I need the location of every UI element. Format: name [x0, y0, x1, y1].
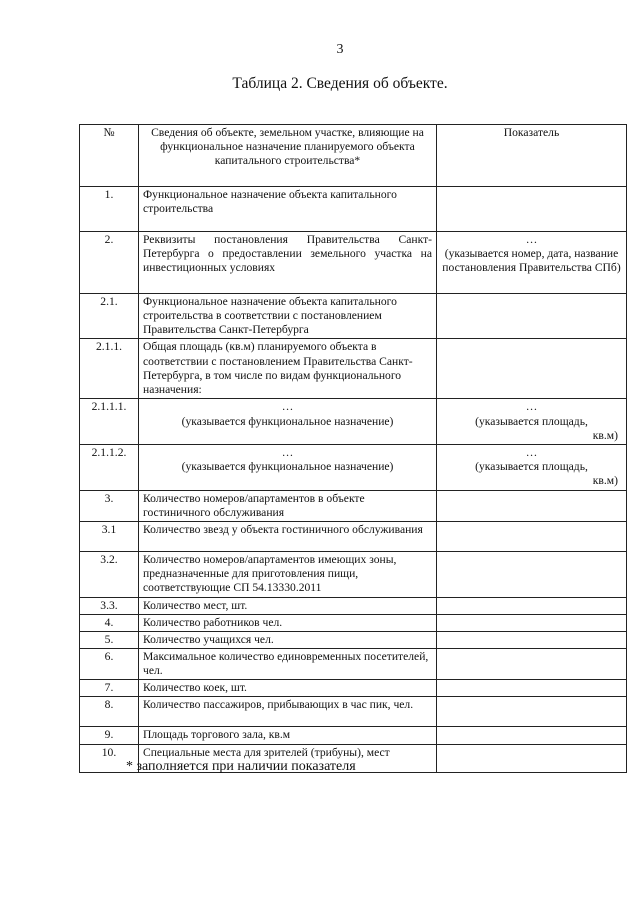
row-info: Количество звезд у объекта гостиничного обслуживания — [139, 522, 437, 552]
header-info: Сведения об объекте, земельном участке, влияющие на функциональное назначение планируемого объекта капитального строительства* — [139, 125, 437, 187]
row-info: Функциональное назначение объекта капитального строительства — [139, 187, 437, 232]
row-number: 6. — [80, 648, 139, 679]
row-number: 3.1 — [80, 522, 139, 552]
row-value — [437, 614, 627, 631]
row-number: 2.1.1.1. — [80, 399, 139, 444]
row-number: 1. — [80, 187, 139, 232]
table-title: Таблица 2. Сведения об объекте. — [232, 75, 448, 92]
value-placeholder-text: (указывается номер, дата, название постановления Правительства СПб) — [442, 247, 621, 275]
table-row — [80, 552, 627, 597]
info-placeholder-dots: … — [281, 400, 294, 414]
table-row — [80, 597, 627, 614]
row-number: 7. — [80, 680, 139, 697]
table-row — [80, 187, 627, 232]
row-value — [437, 697, 627, 727]
table-row — [80, 631, 627, 648]
row-value — [437, 744, 627, 772]
row-info: Количество пассажиров, прибывающих в час пик, чел. — [139, 697, 437, 727]
row-info — [139, 232, 437, 294]
row-value — [437, 597, 627, 614]
row-value — [437, 490, 627, 521]
value-placeholder-unit: кв.м) — [592, 428, 618, 442]
value-placeholder-unit: кв.м) — [592, 474, 618, 488]
row-value — [437, 232, 627, 294]
table-row — [80, 522, 627, 552]
row-number: 10. — [80, 744, 139, 772]
row-info: Количество учащихся чел. — [139, 631, 437, 648]
header-value: Показатель — [437, 125, 627, 187]
table-header-row — [80, 125, 627, 187]
row-info: Общая площадь (кв.м) планируемого объекта в соответствии с постановлением Правительства Санкт-Петербурга, в том числе по видам функционального назначения: — [139, 339, 437, 399]
footnote: * заполняется при наличии показателя — [126, 759, 356, 774]
row-value — [437, 444, 627, 490]
row-info: Специальные места для зрителей (трибуны), мест — [139, 744, 437, 772]
table-row — [80, 399, 627, 444]
row-value — [437, 648, 627, 679]
value-placeholder-dots: … — [525, 233, 538, 246]
row-info — [139, 399, 437, 444]
row-number: 2.1.1. — [80, 339, 139, 399]
table-row — [80, 444, 627, 490]
table-row — [80, 727, 627, 744]
row-value — [437, 727, 627, 744]
value-placeholder-dots: … — [525, 400, 538, 414]
table-row — [80, 490, 627, 521]
row-number: 9. — [80, 727, 139, 744]
table-row — [80, 680, 627, 697]
row-info: Функциональное назначение объекта капитального строительства в соответствии с постановлением Правительства Санкт-Петербурга — [139, 294, 437, 339]
row-number: 3.2. — [80, 552, 139, 597]
row-value — [437, 680, 627, 697]
row-info: Количество номеров/апартаментов в объекте гостиничного обслуживания — [139, 490, 437, 521]
row-value — [437, 399, 627, 444]
row-number: 2.1.1.2. — [80, 444, 139, 490]
object-info-table — [79, 124, 627, 773]
info-placeholder-text: (указывается функциональное назначение) — [181, 414, 394, 428]
row-info: Количество работников чел. — [139, 614, 437, 631]
row-value — [437, 631, 627, 648]
row-number: 2.1. — [80, 294, 139, 339]
row-info-text: Реквизиты постановления Правительства Санкт-Петербурга о предоставлении земельного участка на инвестиционных условиях — [143, 233, 432, 275]
table-row — [80, 232, 627, 294]
row-value — [437, 294, 627, 339]
row-number: 4. — [80, 614, 139, 631]
row-number: 8. — [80, 697, 139, 727]
row-value — [437, 552, 627, 597]
value-placeholder-dots: … — [525, 445, 538, 459]
info-placeholder-dots: … — [281, 445, 294, 459]
row-info: Площадь торгового зала, кв.м — [139, 727, 437, 744]
row-number: 3.3. — [80, 597, 139, 614]
page-number: 3 — [336, 42, 344, 57]
table-row — [80, 294, 627, 339]
info-placeholder-text: (указывается функциональное назначение) — [181, 459, 394, 473]
value-placeholder-text: (указывается площадь, — [475, 459, 588, 473]
table-row — [80, 614, 627, 631]
row-number: 3. — [80, 490, 139, 521]
row-info — [139, 444, 437, 490]
value-placeholder-text: (указывается площадь, — [475, 414, 588, 428]
row-info: Количество коек, шт. — [139, 680, 437, 697]
row-number: 2. — [80, 232, 139, 294]
table-row — [80, 648, 627, 679]
header-number: № — [80, 125, 139, 187]
row-info: Количество номеров/апартаментов имеющих зоны, предназначенные для приготовления пищи, соответствующие СП 54.13330.2011 — [139, 552, 437, 597]
row-number: 5. — [80, 631, 139, 648]
row-value — [437, 187, 627, 232]
table-row — [80, 339, 627, 399]
row-value — [437, 522, 627, 552]
table-row — [80, 697, 627, 727]
row-info: Максимальное количество единовременных посетителей, чел. — [139, 648, 437, 679]
row-value — [437, 339, 627, 399]
row-info: Количество мест, шт. — [139, 597, 437, 614]
